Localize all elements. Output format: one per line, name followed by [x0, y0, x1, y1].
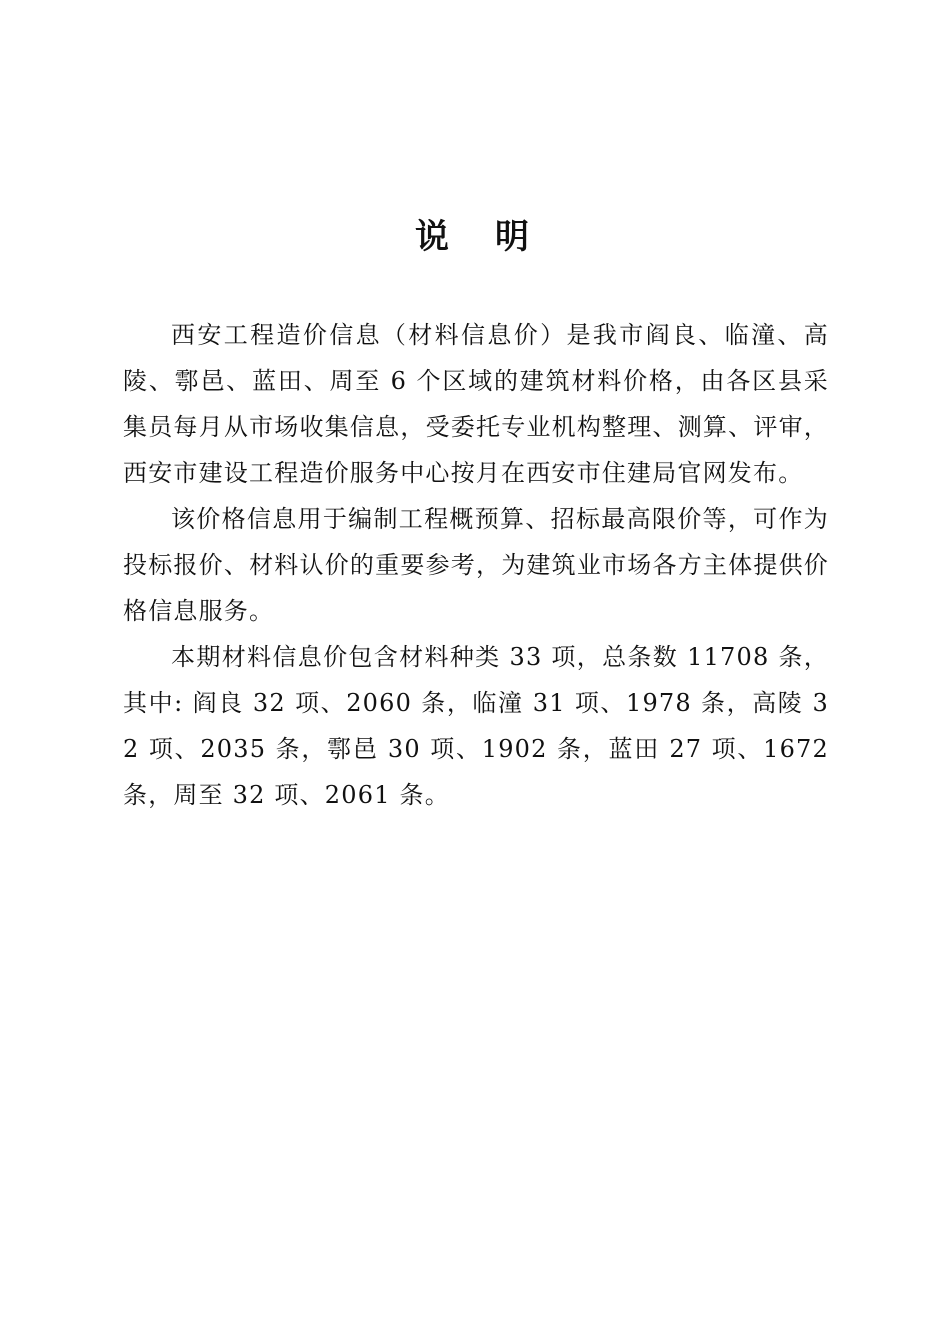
paragraph-statistics: 本期材料信息价包含材料种类 33 项，总条数 11708 条，其中: 阎良 32 项、2060 条，临潼 31 项、1978 条，高陵 32 项、2035 条，鄠邑 30 项、1902 条，蓝田 27 项、1672 条，周至 32 项、2061 条。	[123, 643, 829, 809]
document-body	[123, 312, 829, 818]
page-title: 说 明	[415, 217, 535, 257]
paragraph-usage: 该价格信息用于编制工程概预算、招标最高限价等，可作为投标报价、材料认价的重要参考，为建筑业市场各方主体提供价格信息服务。	[123, 505, 829, 625]
paragraph-intro: 西安工程造价信息（材料信息价）是我市阎良、临潼、高陵、鄠邑、蓝田、周至 6 个区域的建筑材料价格，由各区县采集员每月从市场收集信息，受委托专业机构整理、测算、评审，西安市建设工程造价服务中心按月在西安市住建局官网发布。	[123, 321, 829, 487]
